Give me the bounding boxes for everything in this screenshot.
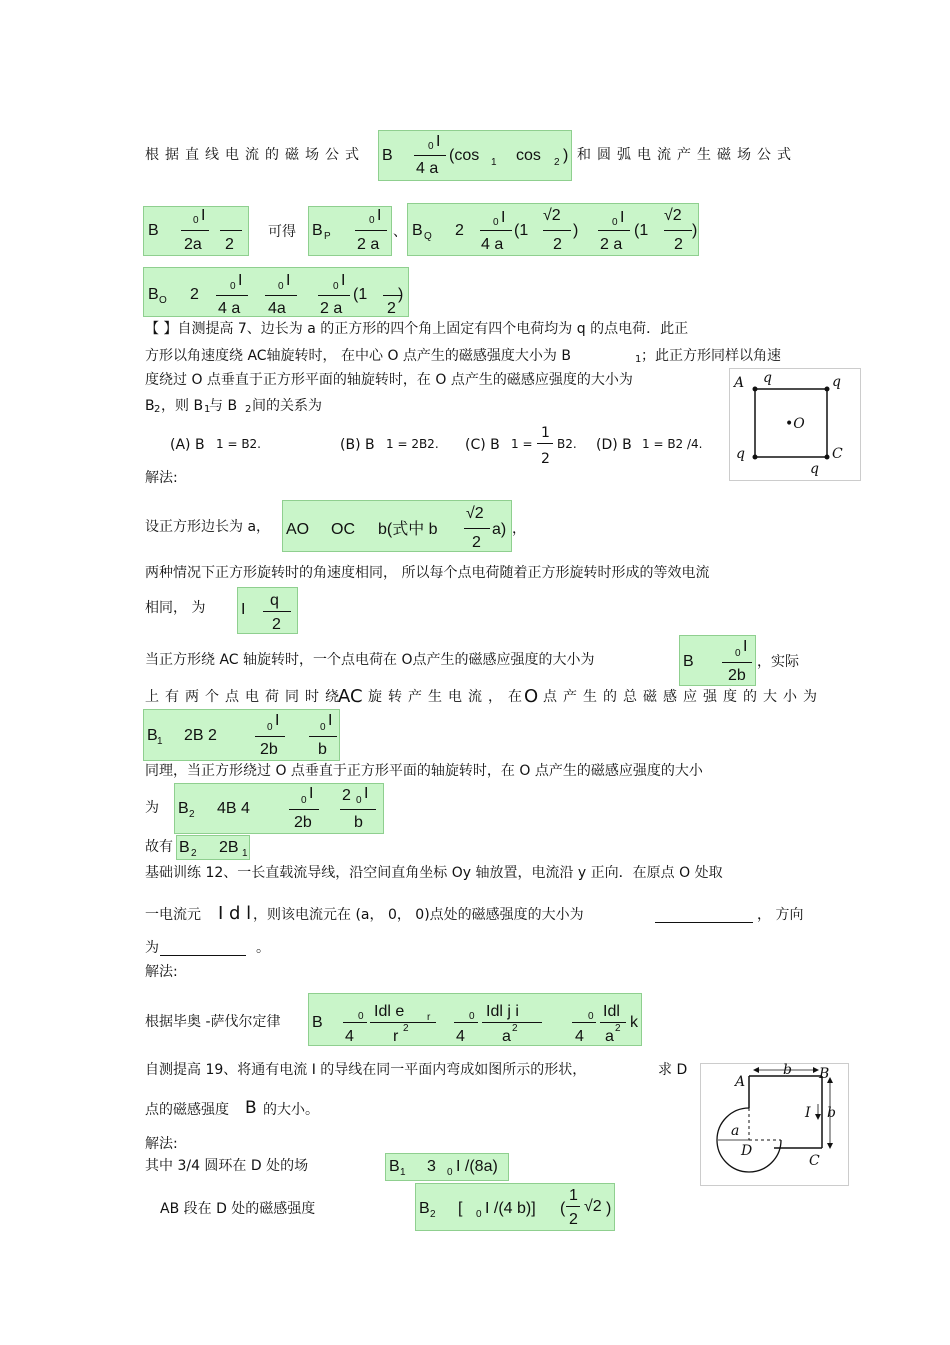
formula-sub: 0 xyxy=(476,1209,482,1220)
option-a-sub: 1 = B2. xyxy=(216,437,261,451)
option-d-sub: 1 = B2 /4. xyxy=(642,437,703,451)
fraction-line xyxy=(216,295,248,296)
formula-sub: O xyxy=(159,295,167,306)
fraction-line xyxy=(600,1022,626,1023)
option-c-end: B2. xyxy=(557,437,577,451)
formula-sub: 0 xyxy=(356,795,362,806)
formula-num: I xyxy=(436,133,441,150)
fraction-line xyxy=(464,528,490,529)
square-charge-figure xyxy=(729,368,861,481)
q12-line-2d: ， 方向 xyxy=(757,907,804,923)
formula-sub: 2 xyxy=(189,809,195,820)
formula-sub: 0 xyxy=(588,1011,594,1022)
formula-symbol: B xyxy=(148,286,159,303)
formula-text: 2 xyxy=(190,286,199,303)
formula-sub: 2 xyxy=(191,848,197,859)
formula-den: 2 a xyxy=(600,236,623,253)
formula-sub: 0 xyxy=(612,217,618,228)
formula-den: 2 xyxy=(553,236,562,253)
fraction-line xyxy=(343,1022,367,1023)
biot-savart-text: 根据毕奥 -萨伐尔定律 xyxy=(145,1014,281,1030)
formula-sub: r xyxy=(427,1012,431,1023)
formula-den: 4 a xyxy=(218,300,241,317)
formula-num: I xyxy=(364,785,369,802)
formula-sub: 1 xyxy=(242,848,248,859)
formula-num: I xyxy=(309,785,314,802)
q7-sub: 2 xyxy=(154,404,161,415)
formula-num: 2 xyxy=(342,787,351,804)
formula-sub: 2 xyxy=(403,1023,409,1034)
sol7-text-4b: ，实际 xyxy=(757,654,799,670)
formula-num: I xyxy=(341,272,346,289)
formula-num: I xyxy=(328,712,333,729)
formula-den: 2b xyxy=(294,814,312,831)
formula-num: I xyxy=(743,638,748,655)
formula-num: I xyxy=(501,209,506,226)
sol7-text-5d: O xyxy=(524,686,539,707)
formula-den: 4 xyxy=(575,1028,584,1045)
fraction-line xyxy=(318,295,350,296)
sol7-text-5b: AC xyxy=(338,686,363,707)
label-c: C xyxy=(809,1153,820,1169)
q19-line-4: AB 段在 D 处的磁感强度 xyxy=(160,1201,316,1217)
fraction-line xyxy=(572,1022,596,1023)
bent-wire-diagram xyxy=(701,1064,848,1185)
formula-num: I xyxy=(620,209,625,226)
formula-symbol: B xyxy=(312,222,323,239)
formula-sub: 0 xyxy=(230,281,236,292)
q7-sub: 1 xyxy=(635,354,642,365)
formula-text: I /(8a) xyxy=(456,1158,498,1175)
formula-den: 2 xyxy=(272,616,281,633)
fraction-line xyxy=(414,155,446,156)
formula-text: b(式中 b xyxy=(378,521,438,538)
fraction-line xyxy=(220,230,242,231)
q12-line-2a: 一电流元 xyxy=(145,907,201,923)
formula-sub: 0 xyxy=(469,1011,475,1022)
formula-den: 2 a xyxy=(357,236,380,253)
formula-den: 2 xyxy=(674,236,683,253)
formula-num: √2 xyxy=(466,505,484,522)
fraction-line xyxy=(265,295,297,296)
option-a: (A) B xyxy=(170,437,205,453)
q19-line-2: 点的磁感强度 xyxy=(145,1102,229,1118)
fraction-line xyxy=(722,662,752,663)
formula-den: 2b xyxy=(260,741,278,758)
solution-label: 解法: xyxy=(145,470,178,486)
formula-text: ) xyxy=(398,286,404,303)
sol7-text-3: 相同， 为 xyxy=(145,600,206,616)
formula-den: b xyxy=(318,741,327,758)
label-q: q xyxy=(763,370,772,386)
formula-text: (1 xyxy=(514,222,529,239)
fraction-line xyxy=(537,443,553,444)
label-current: I xyxy=(805,1105,811,1121)
option-b-sub: 1 = 2B2. xyxy=(386,437,439,451)
bent-wire-figure xyxy=(700,1063,849,1186)
fraction-line xyxy=(598,230,630,231)
fraction-line xyxy=(255,736,285,737)
formula-symbol: B xyxy=(147,727,158,744)
formula-den: r xyxy=(393,1028,399,1045)
fraction-line xyxy=(454,1022,478,1023)
comma: ， xyxy=(512,521,526,537)
label-q: q xyxy=(810,461,819,477)
formula-den: 2 xyxy=(225,236,234,253)
q7-line-1: 【 】自测提高 7、边长为 a 的正方形的四个角上固定有四个电荷均为 q 的点电荷．此正 xyxy=(145,321,689,337)
formula-den: 2 xyxy=(472,534,481,551)
formula-symbol: B xyxy=(419,1200,430,1217)
formula-num: Idl e xyxy=(374,1003,405,1020)
formula-text: ) xyxy=(606,1200,612,1217)
formula-text: ) xyxy=(692,222,698,239)
formula-text: [ xyxy=(458,1200,463,1217)
label-a: A xyxy=(735,1074,746,1090)
text-kede: 可得 xyxy=(268,224,296,240)
sol7-text-1: 设正方形边长为 a， xyxy=(145,519,271,535)
q12-line-3b: 。 xyxy=(256,940,270,956)
formula-text: √2 xyxy=(584,1198,602,1215)
option-d: (D) B xyxy=(596,437,632,453)
sol7-text-7: 为 xyxy=(145,800,159,816)
formula-sub: 2 xyxy=(554,157,560,168)
fraction-line xyxy=(289,809,319,810)
q12-line-1: 基础训练 12、一长直载流导线，沿空间直角坐标 Oy 轴放置，电流沿 y 正向．在原点 O 处取 xyxy=(145,865,723,881)
text-dun: 、 xyxy=(393,224,407,240)
formula-sub: 0 xyxy=(447,1167,453,1178)
formula-text: 2 xyxy=(455,222,464,239)
q19-line-1: 自测提高 19、将通有电流 I 的导线在同一平面内弯成如图所示的形状， xyxy=(145,1062,587,1078)
formula-box-b1 xyxy=(143,709,340,761)
sol7-text-5e: 点产生的总磁感应强度的大小为 xyxy=(543,689,823,705)
formula-sub: 0 xyxy=(428,141,434,152)
formula-symbol: B xyxy=(683,653,694,670)
formula-sub: 0 xyxy=(278,281,284,292)
formula-sub: P xyxy=(324,231,331,242)
formula-den: a xyxy=(502,1028,511,1045)
q7-sub: 1 xyxy=(204,404,211,415)
fraction-line xyxy=(566,1206,580,1207)
formula-text: ) xyxy=(563,147,569,164)
formula-symbol: B xyxy=(312,1014,323,1031)
formula-num: Idl j i xyxy=(486,1003,519,1020)
q7-line-4b: ，则 B xyxy=(161,398,204,414)
option-c: (C) B xyxy=(465,437,500,453)
formula-sub: 0 xyxy=(193,215,199,226)
fraction-line xyxy=(181,230,209,231)
solution-label: 解法: xyxy=(145,1136,178,1152)
formula-sub: 0 xyxy=(369,215,375,226)
formula-text: I /(4 b)] xyxy=(485,1200,536,1217)
q7-line-2: 方形以角速度绕 AC轴旋转时， 在中心 O 点产生的磁感强度大小为 B xyxy=(145,348,571,364)
formula-text: 2B xyxy=(219,839,239,856)
formula-sub: 0 xyxy=(735,648,741,659)
formula-den: 2 xyxy=(569,1211,578,1228)
formula-text: a) xyxy=(492,521,507,538)
formula-den: 4 xyxy=(456,1028,465,1045)
formula-text: 2B 2 xyxy=(184,727,217,744)
formula-sub: 1 xyxy=(157,736,163,747)
formula-intro-text: 根据直线电流的磁场公式 xyxy=(145,147,365,163)
formula-text: ) xyxy=(573,222,579,239)
label-d: D xyxy=(741,1143,753,1159)
formula-sub: 1 xyxy=(400,1167,406,1178)
q19-line-2b: B xyxy=(245,1098,257,1118)
option-b: (B) B xyxy=(340,437,375,453)
label-q: q xyxy=(832,374,841,390)
q19-line-1b: 求 D xyxy=(658,1062,688,1078)
q19-line-3: 其中 3/4 圆环在 D 处的场 xyxy=(145,1158,309,1174)
formula-sub: 2 xyxy=(512,1023,518,1034)
formula-symbol: B xyxy=(412,222,423,239)
sol7-text-4: 当正方形绕 AC 轴旋转时，一个点电荷在 O点产生的磁感应强度的大小为 xyxy=(145,652,595,668)
formula-den: 2 xyxy=(387,300,396,317)
formula-sub: 0 xyxy=(358,1011,364,1022)
formula-num: q xyxy=(270,592,279,609)
formula-intro-text-2: 和圆弧电流产生磁场公式 xyxy=(577,147,797,163)
formula-sub: 0 xyxy=(320,722,326,733)
formula-den: 2 a xyxy=(320,300,343,317)
q7-line-2c: ；此正方形同样以角速 xyxy=(641,348,781,364)
formula-sub: 0 xyxy=(333,281,339,292)
q7-sub: 2 xyxy=(245,404,252,415)
formula-text: OC xyxy=(331,521,355,538)
formula-den: 4 a xyxy=(481,236,504,253)
formula-text: I xyxy=(241,601,246,618)
formula-sub: 0 xyxy=(493,217,499,228)
formula-sub: 2 xyxy=(430,1209,436,1220)
label-b: B xyxy=(819,1066,830,1082)
formula-den: a xyxy=(605,1028,614,1045)
q7-line-4d: 间的关系为 xyxy=(252,398,322,414)
formula-num: Idl xyxy=(603,1003,620,1020)
q12-line-2c: ，则该电流元在 (a， 0， 0)点处的磁感强度的大小为 xyxy=(253,907,584,923)
sol7-text-8: 故有 xyxy=(145,839,173,855)
answer-blank-direction[interactable] xyxy=(160,955,246,956)
formula-num: √2 xyxy=(543,207,561,224)
sol7-text-6: 同理，当正方形绕过 O 点垂直于正方形平面的轴旋转时，在 O 点产生的磁感应强度的大小 xyxy=(145,763,703,779)
q19-line-2c: 的大小。 xyxy=(263,1102,319,1118)
formula-sub: Q xyxy=(424,231,432,242)
q7-line-4c: 与 B xyxy=(209,398,238,414)
formula-sub: 0 xyxy=(267,722,273,733)
formula-symbol: B xyxy=(389,1158,400,1175)
formula-den: 2b xyxy=(728,667,746,684)
formula-den: 4 xyxy=(345,1028,354,1045)
formula-text: 3 xyxy=(427,1158,436,1175)
q12-line-3a: 为 xyxy=(145,940,159,956)
fraction-line xyxy=(543,230,571,231)
fraction-line xyxy=(309,736,337,737)
fraction-line xyxy=(480,230,512,231)
sol7-text-5: 上有两个点电荷同时绕 xyxy=(145,689,345,705)
formula-num: I xyxy=(275,712,280,729)
label-c: C xyxy=(832,446,843,462)
formula-den: 4a xyxy=(268,300,286,317)
fraction-line xyxy=(355,230,387,231)
formula-text: cos xyxy=(516,147,541,164)
formula-num: I xyxy=(201,207,206,224)
formula-text: (cos xyxy=(449,147,480,164)
formula-symbol: B xyxy=(178,800,189,817)
label-radius: a xyxy=(731,1123,740,1139)
fraction-line xyxy=(664,230,692,231)
formula-den: 2a xyxy=(184,236,202,253)
sol7-text-5c: 旋转产生电流，在 xyxy=(368,689,528,705)
formula-num: 1 xyxy=(569,1187,578,1204)
option-c-den: 2 xyxy=(541,451,550,467)
q7-line-4: B xyxy=(145,398,155,414)
formula-den: b xyxy=(354,814,363,831)
formula-num: I xyxy=(238,272,243,289)
option-c-sub: 1 = xyxy=(511,437,533,451)
formula-text: AO xyxy=(286,521,310,538)
q7-line-3: 度绕过 O 点垂直于正方形平面的轴旋转时，在 O 点产生的磁感应强度的大小为 xyxy=(145,372,633,388)
formula-den: 4 a xyxy=(416,160,439,177)
formula-text: 4B 4 xyxy=(217,800,250,817)
label-o: •O xyxy=(785,416,805,432)
sol7-text-2: 两种情况下正方形旋转时的角速度相同， 所以每个点电荷随着正方形旋转时形成的等效电流 xyxy=(145,565,710,581)
formula-text: (1 xyxy=(634,222,649,239)
formula-symbol: B xyxy=(382,147,393,164)
formula-symbol: B xyxy=(179,839,190,856)
solution-label: 解法: xyxy=(145,964,178,980)
label-b-length: b xyxy=(827,1105,836,1121)
formula-sub: 1 xyxy=(491,157,497,168)
formula-text: (1 xyxy=(353,286,368,303)
formula-text: ( xyxy=(560,1200,566,1217)
formula-num: √2 xyxy=(664,207,682,224)
option-c-num: 1 xyxy=(541,425,550,441)
formula-num: I xyxy=(377,207,382,224)
label-b-length: b xyxy=(783,1062,792,1078)
formula-symbol: B xyxy=(148,222,159,239)
label-q: q xyxy=(736,446,745,462)
formula-num: I xyxy=(286,272,291,289)
answer-blank-magnitude[interactable] xyxy=(655,922,753,923)
fraction-line xyxy=(340,809,376,810)
formula-text: k xyxy=(630,1014,638,1031)
formula-sub: 2 xyxy=(615,1023,621,1034)
label-a: A xyxy=(734,375,745,391)
fraction-line xyxy=(263,611,291,612)
q12-current-element: I d l xyxy=(218,903,252,924)
formula-sub: 0 xyxy=(301,795,307,806)
